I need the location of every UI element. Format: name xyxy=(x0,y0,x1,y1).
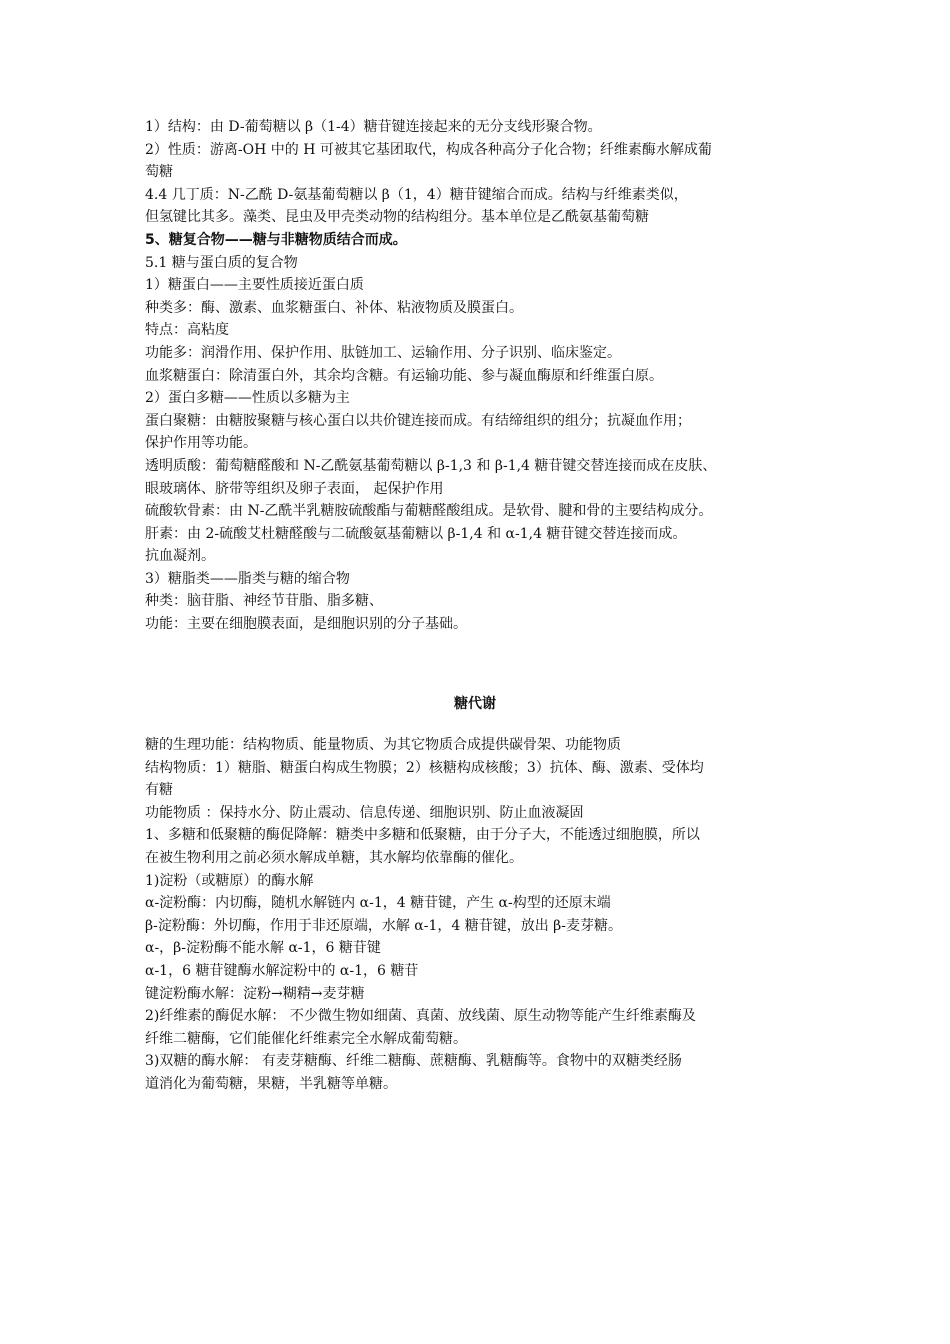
text-line: 键淀粉酶水解：淀粉→糊精→麦芽糖 xyxy=(145,985,365,1002)
text-line: 道消化为葡萄糖，果糖，半乳糖等单糖。 xyxy=(145,1075,397,1092)
text-line: 1）结构：由 D-葡萄糖以 β（1-4）糖苷键连接起来的无分支线形聚合物。 xyxy=(145,119,602,135)
text-line: α-，β-淀粉酶不能水解 α-1，6 糖苷键 xyxy=(145,940,381,957)
text-line: 蛋白聚糖：由糖胺聚糖与核心蛋白以共价键连接而成。有结缔组织的组分；抗凝血作用； xyxy=(145,412,691,429)
text-line: 功能：主要在细胞膜表面，是细胞识别的分子基础。 xyxy=(145,616,467,633)
text-line: 种类多：酶、激素、血浆糖蛋白、补体、粘液物质及膜蛋白。 xyxy=(145,299,523,316)
text-line: 1、多糖和低聚糖的酶促降解：糖类中多糖和低聚糖，由于分子大，不能透过细胞膜，所以 xyxy=(145,827,700,844)
text-line: 纤维二糖酶，它们能催化纤维素完全水解成葡萄糖。 xyxy=(145,1030,467,1047)
text-line: 功能物质 ：保持水分、防止震动、信息传递、细胞识别、防止血液凝固 xyxy=(145,804,584,821)
text-line: 保护作用等功能。 xyxy=(145,435,257,452)
text-line: 2）性质：游离-OH 中的 H 可被其它基团取代，构成各种高分子化合物；纤维素酶水解成葡 xyxy=(145,141,712,158)
section-sugar-metabolism xyxy=(145,734,825,1096)
text-line: 硫酸软骨素：由 N-乙酰半乳糖胺硫酸酯与葡糖醛酸组成。是软骨、腱和骨的主要结构成分。 xyxy=(145,503,713,520)
text-line: 4.4 几丁质：N-乙酰 D-氨基葡萄糖以 β（1，4）糖苷键缩合而成。结构与纤维素类似， xyxy=(145,186,688,203)
section-polysaccharides-and-glycoconjugates xyxy=(145,116,825,636)
text-line: 在被生物利用之前必须水解成单糖，其水解均依靠酶的催化。 xyxy=(145,849,523,866)
text-line: 1)淀粉（或糖原）的酶水解 xyxy=(145,872,314,889)
text-line: 肝素：由 2-硫酸艾杜糖醛酸与二硫酸氨基葡糖以 β-1,4 和 α-1,4 糖苷键交替连接而成。 xyxy=(145,525,687,542)
text-line: 特点：高粘度 xyxy=(145,322,229,339)
text-line: 3）糖脂类——脂类与糖的缩合物 xyxy=(145,570,350,587)
text-line: β-淀粉酶：外切酶，作用于非还原端，水解 α-1，4 糖苷键，放出 β-麦芽糖。 xyxy=(145,917,622,934)
text-line: 结构物质：1）糖脂、糖蛋白构成生物膜；2）核糖构成核酸；3）抗体、酶、激素、受体均 xyxy=(145,759,704,776)
text-line: 功能多：润滑作用、保护作用、肽链加工、运输作用、分子识别、临床鉴定。 xyxy=(145,344,621,361)
text-line: 2)纤维素的酶促水解： 不少微生物如细菌、真菌、放线菌、原生动物等能产生纤维素酶及 xyxy=(145,1008,696,1025)
subheading-glycoconjugates: 5、糖复合物——糖与非糖物质结合而成。 xyxy=(145,231,407,248)
text-line: α-1，6 糖苷键酶水解淀粉中的 α-1，6 糖苷 xyxy=(145,962,419,979)
section-heading-sugar-metabolism: 糖代谢 xyxy=(454,696,496,712)
text-line: 种类：脑苷脂、神经节苷脂、脂多糖、 xyxy=(145,593,383,610)
text-line: α-淀粉酶：内切酶，随机水解链内 α-1，4 糖苷键，产生 α-构型的还原末端 xyxy=(145,895,611,912)
text-line: 萄糖 xyxy=(145,164,173,181)
text-line: 1）糖蛋白——主要性质接近蛋白质 xyxy=(145,277,364,294)
text-line: 透明质酸：葡萄糖醛酸和 N-乙酰氨基葡萄糖以 β-1,3 和 β-1,4 糖苷键交替连接而成在皮肤、 xyxy=(145,457,717,474)
text-line: 2）蛋白多糖——性质以多糖为主 xyxy=(145,390,350,407)
text-line: 5.1 糖与蛋白质的复合物 xyxy=(145,254,298,271)
text-line: 抗血凝剂。 xyxy=(145,548,215,565)
text-line: 血浆糖蛋白：除清蛋白外，其余均含糖。有运输功能、参与凝血酶原和纤维蛋白原。 xyxy=(145,367,663,384)
text-line: 糖的生理功能：结构物质、能量物质、为其它物质合成提供碳骨架、功能物质 xyxy=(145,737,621,753)
text-line: 有糖 xyxy=(145,782,173,799)
text-line: 3)双糖的酶水解： 有麦芽糖酶、纤维二糖酶、蔗糖酶、乳糖酶等。食物中的双糖类经肠 xyxy=(145,1053,682,1070)
text-line: 但氢键比其多。藻类、昆虫及甲壳类动物的结构组分。基本单位是乙酰氨基葡萄糖 xyxy=(145,209,649,226)
text-line: 眼玻璃体、脐带等组织及卵子表面， 起保护作用 xyxy=(145,480,444,497)
